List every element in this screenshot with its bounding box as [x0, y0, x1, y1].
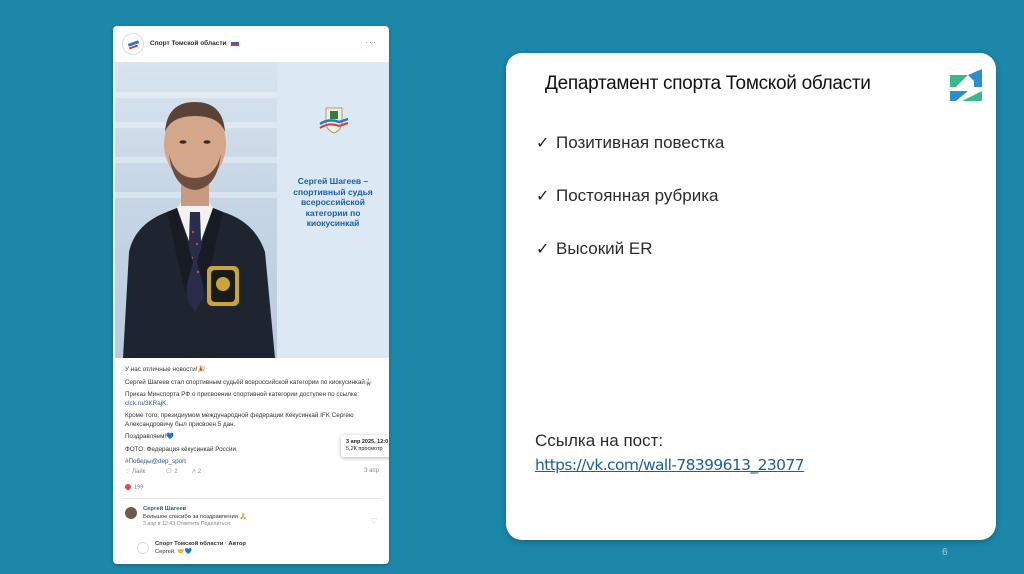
comment-button[interactable]: 💬︎ 2	[165, 469, 178, 475]
share-button[interactable]: ↗ 2	[191, 469, 202, 475]
post-link-label: Ссылка на пост:	[535, 431, 664, 450]
post-time[interactable]: 3 апр	[364, 468, 379, 474]
comment-like-icon[interactable]: ♡	[370, 518, 377, 525]
community-avatar[interactable]	[122, 33, 144, 55]
announcement-card	[277, 62, 389, 358]
tooltip-date: 3 апр 2025, 12:0	[346, 439, 389, 445]
photo-portrait	[115, 62, 277, 358]
divider	[123, 498, 381, 499]
post-paragraph: Приказ Минспорта РФ о присвоении спортивной категории доступен по ссылке: clck.ru/3KRajK.	[125, 391, 360, 407]
comment-text: Сергей, 🤝💙	[155, 548, 192, 555]
company-logo-icon	[948, 65, 986, 103]
comment-text: Большое спасибо за поздравления 🙏	[143, 513, 247, 520]
post-actions	[125, 468, 381, 480]
avatar[interactable]	[137, 542, 149, 554]
checkmark-icon: ✓	[536, 241, 550, 258]
page-number: 6	[942, 547, 948, 558]
bullet-item: ✓ Постоянная рубрика	[536, 186, 719, 205]
post-image[interactable]	[115, 62, 389, 358]
post-header	[113, 26, 389, 62]
bullet-item: ✓ Позитивная повестка	[536, 133, 725, 152]
post-paragraph: Кроме того, президиумом международной федерации Кёкусинкай IFK Сергею Александровичу был присвоен 5 дан.	[125, 412, 354, 428]
post-hashtag[interactable]: #Победы@dep_sport	[125, 458, 187, 465]
post-link[interactable]: clck.ru/3KRajK.	[125, 399, 169, 407]
tooltip-views: 5,2К просмотр	[346, 446, 383, 452]
comment-meta: 3 апр в 12:43 Ответить Поделиться	[143, 521, 231, 527]
heart-icon	[125, 484, 131, 490]
checkmark-icon: ✓	[536, 135, 550, 152]
like-button[interactable]: ♡ Лайк	[125, 469, 146, 475]
post-paragraph: У нас отличные новости!🎉	[125, 366, 206, 373]
reactions-row[interactable]	[125, 484, 143, 490]
post-paragraph: Поздравляем!💙	[125, 433, 175, 440]
flag-icon	[231, 40, 239, 46]
bullet-item: ✓ Высокий ER	[536, 239, 653, 258]
slide-title: Департамент спорта Томской области	[545, 73, 871, 94]
post-link-url[interactable]: https://vk.com/wall-78399613_23077	[535, 456, 804, 474]
post-paragraph: Сергей Шагеев стал спортивным судьёй всероссийской категории по киокусинкай🥋	[125, 378, 373, 386]
comment-author[interactable]: Спорт Томской области · Автор	[155, 541, 246, 547]
more-options-icon[interactable]: ···	[365, 37, 377, 47]
vk-post-screenshot	[113, 26, 389, 564]
post-author-name[interactable]: Спорт Томской области	[150, 40, 227, 47]
checkmark-icon: ✓	[536, 188, 550, 205]
ministry-emblem-icon	[317, 102, 351, 136]
avatar[interactable]	[125, 507, 137, 519]
announcement-card-title: Сергей Шагеев – спортивный судья всероссийской категории по киокусинкай	[293, 176, 373, 228]
post-date-tooltip	[341, 435, 389, 457]
likes-count: 199	[134, 484, 144, 491]
comment-author[interactable]: Сергей Шагеев	[143, 506, 187, 512]
post-paragraph: ФОТО: Федерация кёкусинкай России.	[125, 445, 238, 453]
slide-card	[506, 53, 996, 540]
